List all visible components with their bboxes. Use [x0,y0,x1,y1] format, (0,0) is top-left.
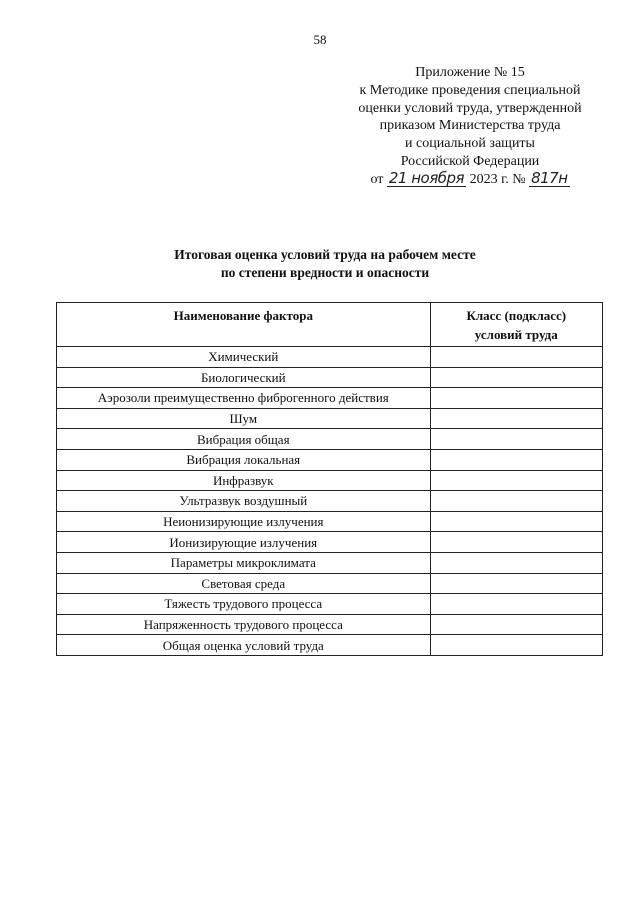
table-row [57,408,603,429]
class-cell [430,347,602,368]
appendix-line: к Методике проведения специальной [359,82,581,98]
appendix-line: Российской Федерации [400,153,540,169]
table-row [57,511,603,532]
factor-name-cell: Параметры микроклимата [57,552,431,573]
class-cell [430,408,602,429]
factor-name-cell: Химический [57,347,431,368]
table-row [57,614,603,635]
factor-name-cell: Шум [57,408,431,429]
factors-table [56,302,603,656]
appendix-line: приказом Министерства труда [379,118,561,134]
header-class [430,303,602,347]
table-row [57,449,603,470]
factor-name-cell: Ультразвук воздушный [57,491,431,512]
year-text: 2023 г. № [469,171,526,187]
factor-name-cell: Инфразвук [57,470,431,491]
document-title [40,246,610,282]
order-date-line [330,168,610,189]
handwritten-date: 21 ноября [388,168,465,187]
title-line-2: по степени вредности и опасности [220,265,430,280]
class-cell [430,449,602,470]
factor-name-cell: Напряженность трудового процесса [57,614,431,635]
class-cell [430,388,602,409]
date-prefix: от [370,171,384,187]
table-row [57,635,603,656]
table-row [57,429,603,450]
factor-name-cell: Тяжесть трудового процесса [57,594,431,615]
class-cell [430,552,602,573]
factor-name-cell: Неионизирующие излучения [57,511,431,532]
table-row [57,552,603,573]
factor-name-cell: Ионизирующие излучения [57,532,431,553]
appendix-line: и социальной защиты [405,136,535,152]
class-cell [430,635,602,656]
class-cell [430,491,602,512]
table-row [57,573,603,594]
table-row [57,470,603,491]
table-row [57,347,603,368]
factor-name-cell: Световая среда [57,573,431,594]
header-factor-name: Наименование фактора [57,303,431,347]
table-row [57,594,603,615]
factor-name-cell: Вибрация общая [57,429,431,450]
appendix-line: Приложение № 15 [415,65,525,80]
class-cell [430,429,602,450]
class-cell [430,614,602,635]
table-header-row [57,303,603,347]
table-row [57,491,603,512]
class-cell [430,573,602,594]
appendix-line: оценки условий труда, утвержденной [358,100,582,116]
title-line-1: Итоговая оценка условий труда на рабочем месте [174,247,476,262]
factor-name-cell: Аэрозоли преимущественно фиброгенного действия [57,388,431,409]
page-number: 58 [313,32,327,47]
factor-name-cell: Биологический [57,367,431,388]
class-cell [430,470,602,491]
factor-name-cell: Вибрация локальная [57,449,431,470]
class-cell [430,532,602,553]
class-cell [430,594,602,615]
table-row [57,367,603,388]
header-class-line-2: условий труда [474,327,558,342]
table-row [57,532,603,553]
class-cell [430,511,602,532]
appendix-header [330,64,610,189]
class-cell [430,367,602,388]
factor-name-cell: Общая оценка условий труда [57,635,431,656]
handwritten-order-number: 817н [531,168,568,187]
header-class-line-1: Класс (подкласс) [466,308,567,323]
table-row [57,388,603,409]
